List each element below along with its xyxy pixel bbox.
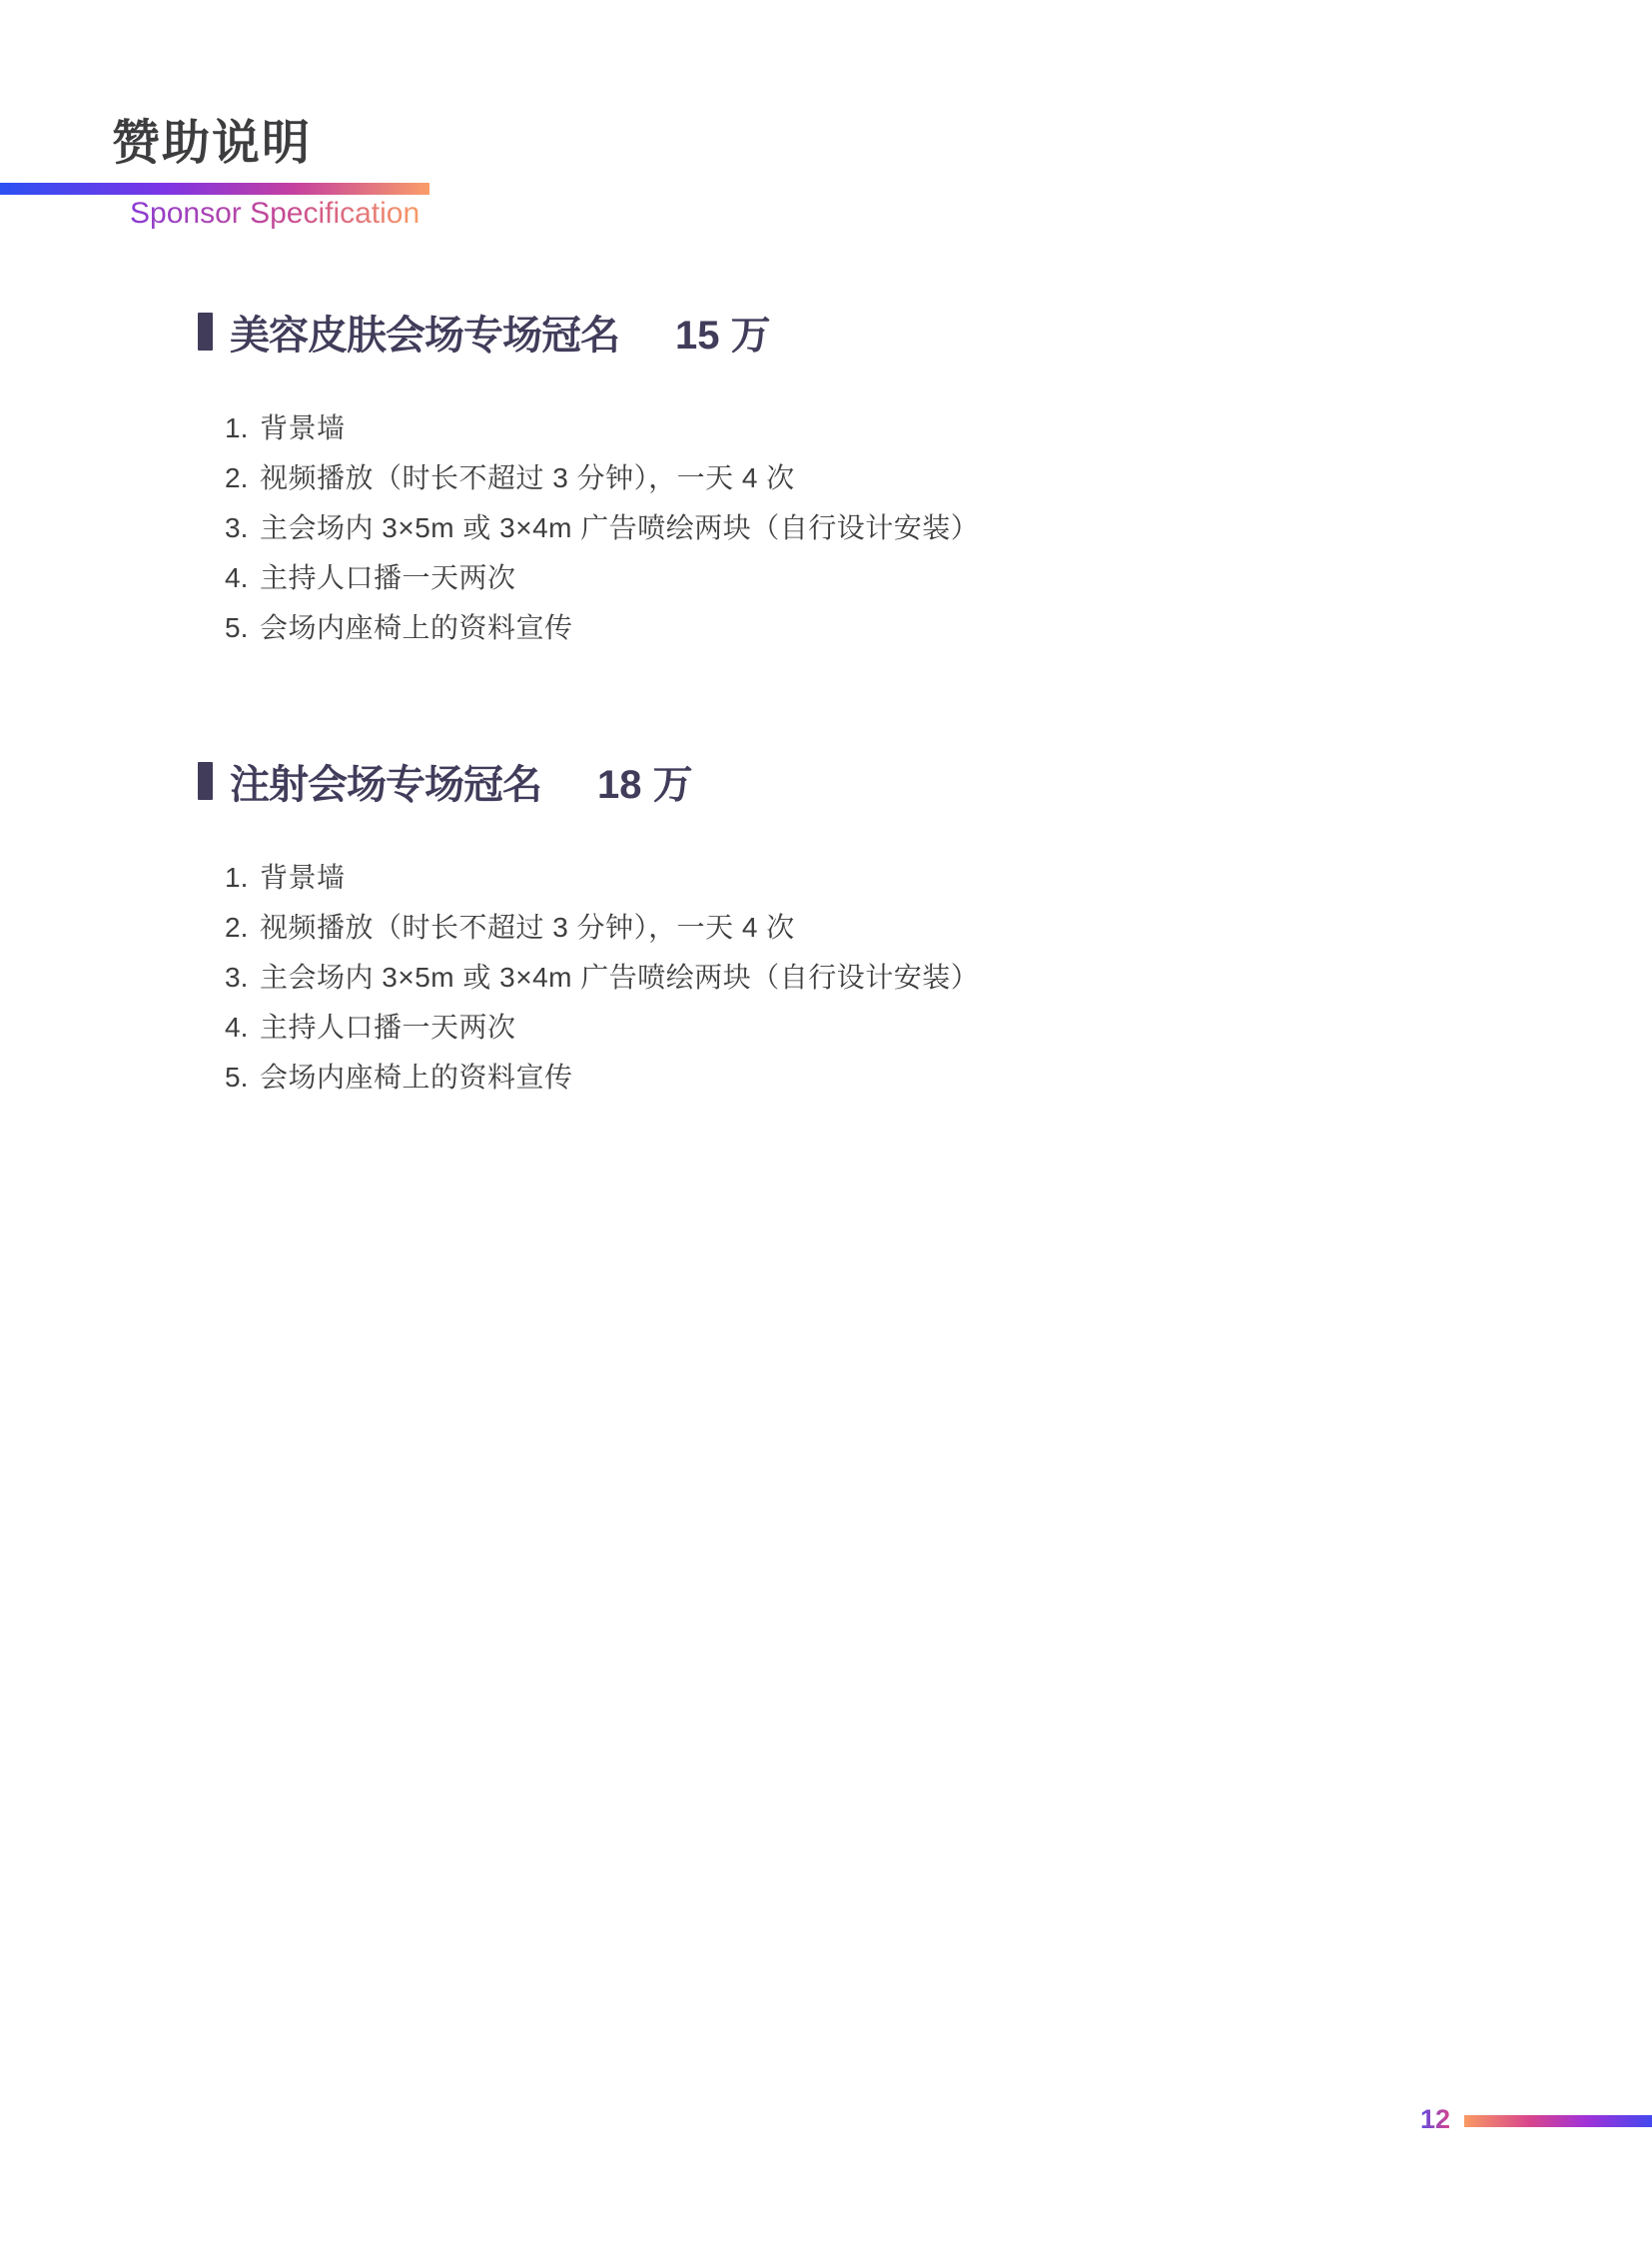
benefit-list bbox=[198, 861, 1496, 1095]
header-gradient-rule bbox=[0, 183, 429, 195]
list-item-text: 主持人口播一天两次 bbox=[260, 562, 516, 593]
section-beauty-skin-venue bbox=[198, 308, 1496, 661]
list-item bbox=[225, 861, 1496, 895]
list-item bbox=[225, 961, 1496, 995]
benefit-list bbox=[198, 411, 1496, 645]
section-title: 注射会场专场冠名 bbox=[230, 762, 541, 807]
list-item bbox=[225, 1011, 1496, 1045]
list-item-number: 5. bbox=[225, 612, 249, 643]
list-item bbox=[225, 411, 1496, 445]
page-number: 12 bbox=[1420, 2104, 1451, 2134]
list-item-number: 1. bbox=[225, 412, 249, 443]
list-item-text: 背景墙 bbox=[260, 862, 346, 893]
list-item-text: 会场内座椅上的资料宣传 bbox=[260, 1062, 573, 1093]
list-item bbox=[225, 1061, 1496, 1095]
list-item-text: 主持人口播一天两次 bbox=[260, 1012, 516, 1043]
heading-bar-marker bbox=[198, 313, 213, 351]
footer-gradient-rule bbox=[1464, 2115, 1652, 2127]
list-item-number: 3. bbox=[225, 962, 249, 993]
heading-bar-marker bbox=[198, 762, 213, 800]
list-item-text: 会场内座椅上的资料宣传 bbox=[260, 612, 573, 643]
page-title: 赞助说明 bbox=[112, 117, 313, 170]
section-price: 15 万 bbox=[675, 313, 771, 358]
list-item-text: 背景墙 bbox=[260, 412, 346, 443]
list-item-text: 视频播放（时长不超过 3 分钟），一天 4 次 bbox=[260, 912, 795, 943]
section-price: 18 万 bbox=[597, 762, 693, 807]
list-item-number: 1. bbox=[225, 862, 249, 893]
list-item bbox=[225, 561, 1496, 595]
section-heading bbox=[198, 308, 1496, 356]
section-heading bbox=[198, 757, 1496, 805]
list-item-text: 主会场内 3×5m 或 3×4m 广告喷绘两块（自行设计安装） bbox=[260, 512, 980, 543]
list-item-text: 主会场内 3×5m 或 3×4m 广告喷绘两块（自行设计安装） bbox=[260, 962, 980, 993]
list-item-number: 2. bbox=[225, 912, 249, 943]
list-item-number: 2. bbox=[225, 462, 249, 493]
section-title: 美容皮肤会场专场冠名 bbox=[230, 313, 619, 358]
list-item bbox=[225, 511, 1496, 545]
list-item-number: 4. bbox=[225, 562, 249, 593]
page-subtitle: Sponsor Specification bbox=[130, 197, 420, 230]
list-item-number: 5. bbox=[225, 1062, 249, 1093]
list-item bbox=[225, 911, 1496, 945]
list-item bbox=[225, 611, 1496, 645]
list-item-number: 4. bbox=[225, 1012, 249, 1043]
list-item bbox=[225, 461, 1496, 495]
list-item-number: 3. bbox=[225, 512, 249, 543]
section-injection-venue bbox=[198, 757, 1496, 1111]
list-item-text: 视频播放（时长不超过 3 分钟），一天 4 次 bbox=[260, 462, 795, 493]
